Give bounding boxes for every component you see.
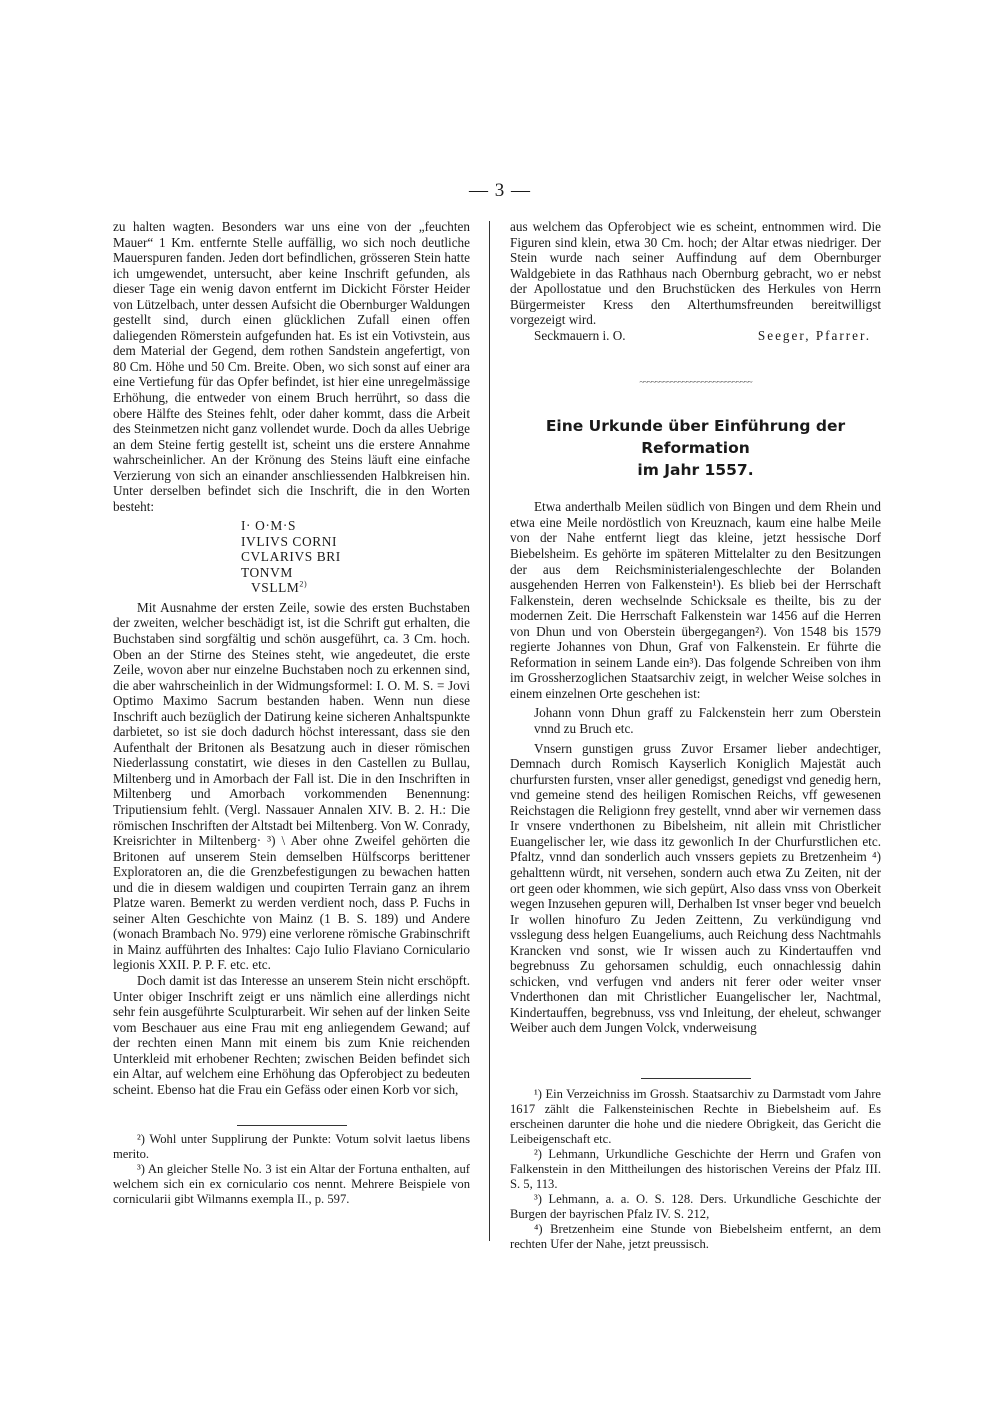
footnote-number: ²) [137, 1132, 145, 1147]
right-column [510, 219, 881, 1252]
inscription-line-2: IVLIVS CORNI [241, 533, 338, 549]
footnote-number: ¹) [534, 1086, 542, 1101]
footnote-text: Bretzenheim eine Stunde von Biebelsheim entfernt, an dem rechten Ufer der Nahe, jetzt preussisch. [510, 1221, 881, 1251]
article-heading-line-1: Eine Urkunde über Einführung der Reformation [545, 417, 846, 458]
inscription-line-3: CVLARIVS BRI [241, 549, 341, 565]
inscription [241, 518, 470, 596]
right-paragraph-1: aus welchem das Opferobject wie es scheint, entnommen wird. Die Figuren sind klein, etwa 30 Cm. hoch; der Altar etwas niedriger. Der Stein wurde nach seiner Auffindung auf dem Obernburger Waldgebiete in das Rathhaus nach Obernburg gebracht, wo er nebst der Apollostatue und den Bruchstücken des Herkules von Herrn Bürgermeister Kress den Alterthumsfreunden bereitwilligst vorgezeigt wird. [510, 219, 881, 328]
left-paragraph-2: Mit Ausnahme der ersten Zeile, sowie des ersten Buchstaben der zweiten, welcher beschädigt ist, ist die Schrift gut erhalten, die Buchstaben sind sorgfältig und schön ausgeführt, ca. 3 Cm. hoch. Oben an der Stirne des Steines steht, wie angedeutet, die erste Zeile, wovon aber nur einzelne Buchstaben noch zu erkennen sind, die aber wahrscheinlich in der Widmungsformel: I. O. M. S. = Jovi Optimo Maximo Sacrum bestanden haben. Wenn nun diese Inschrift auch bezüglich der Datirung keine sicheren Anhaltspunkte darbietet, so ist sie doch dadurch höchst interessant, dass sie den Aufenthalt der Britonen als Besatzung auch in dieser römischen Niederlassung constatirt, wie dieses in den Castellen zu Bullau, Miltenberg und in Amorbach der Fall ist. Die in den Inschriften in Miltenberg und Amorbach vorkommenden Benennung: Triputiensium fehlt. (Vergl. Nassauer Annalen XIV. B. 2. H.: Die römischen Inschriften der Altstadt bei Miltenberg. Von W. Conrady, Kreisrichter in Miltenberg· ³) \ Aber ohne Zweifel gehörten die Britonen auf unserem Stein demselben Hülfscorps berittener Exploratoren an, die die Grenzbefestigungen zu bewachen hatten und die in diesem waldigen und coupirten Terrain ganz an ihrem Platze waren. Bemerkt zu werden verdient noch, dass P. Fuchs in seiner Alten Geschichte von Mainz (1 B. S. 189) und Andere (wonach Brambach No. 979) eine verlorene römische Grabinschrift in Mainz aufführten des Inhaltes: Cajo Iulio Flaviano Corniculario legionis XXII. P. P. F. etc. etc. [113, 599, 470, 973]
footnote-text: Ein Verzeichniss im Grossh. Staatsarchiv zu Darmstadt vom Jahre 1617 zählt die Falkensteinischen Rechte in Biebelsheim auf. Es erscheinen darunter die hohe und die niedere Obrigkeit, das Gericht die Leibeigenschaft etc. [510, 1086, 882, 1146]
signature-name: Seeger, Pfarrer. [757, 327, 871, 343]
inscription-footnote-ref: 2) [299, 579, 308, 589]
letter-body: Vnsern gunstigen gruss Zuvor Ersamer lieber andechtiger, Demnach durch Romisch Kayserlich Koniglich Majestät auch churfursten fursten, vnser aller genedigst, genedigst vnd genedig hern, vnd gemeine stend des heiligen Romischen Reichs, vff gewesenen Reichstagen die Religionn frey gestellt, vnnd aber wir vernemen dass Ir vnsere vnderthonen zu Bibelsheim, nit allein mit Christlicher Euangelischer ler, wie dass itz gewonlich In der Churfurstlichen etc. Pfaltz, vnnd dan sonderlich auch vnssers gepiets zu Bretzenheim ⁴) gehalttenn würdt, nit versehen, sondern auch etwa Zu Zeiten, nit der ort geen oder khommen, wie sich gepürt, Also dass vnss von Oberkeit wegen Inzusehen gepuren will, Derhalben Ist vnser beger vnd beuelch Ir wollen hinofuro Zu Jeden Zeittenn, Zu verkündigung vnd vsslegung dess helgen Euangeliums, auch Reichung dess Nachtmahls Krancken vnd sonst, wie Ir wissen auch zu Kindertauffen vnd begrebnuss Zu gehorsamen schuldig, euch onnachlessig dahin schicken, vnd verfugen vnd anders nit ferer oder weiter vnser Vnderthonen dan mit Christlicher Euangelischer ler, Nachtmal, Kindertauffen, begrebnuss, vss vnd Inleitung, der eheleut, schwanger Weiber auch dem Jungen Volck, vnderweisung [510, 740, 881, 1036]
right-footnote-3 [510, 1192, 881, 1222]
left-column [113, 219, 470, 1207]
inscription-line-4: TONVM [241, 564, 293, 580]
inscription-line-1: I· O·M·S [241, 518, 297, 534]
footnote-text: An gleicher Stelle No. 3 ist ein Altar der Fortuna enthalten, auf welchem sich ein ex corniculario cos nennt. Mehrere Beispiele von cornicularii gibt Wilmanns exempla II., p. 597. [113, 1162, 470, 1207]
footnote-text: Lehmann, Urkundliche Geschichte der Herrn und Grafen von Falkenstein in den Mittheilungen des historischen Vereins der Pfalz III. S. 5, 113. [510, 1146, 881, 1191]
right-footnote-2 [510, 1147, 881, 1192]
inscription-line-5-text: VSLLM [251, 580, 300, 596]
left-footnote-3 [113, 1162, 470, 1207]
left-paragraph-1: zu halten wagten. Besonders war uns eine von der „feuchten Mauer“ 1 Km. entfernte Stelle auffällig, wo sich noch deutliche Mauerspuren fanden. Jeden dort befindlichen, grösseren Stein hatte ich umgewendet, untersucht, aber keine Inschrift gefunden, als dieser Tage ein wenig davon entfernt im Dickicht Förster Heider von Lützelbach, unter dessen Aufsicht die Obernburger Waldungen gestellt sind, durch einen glücklichen Zufall einen offen daliegenden Römerstein aufgefunden hat. Es ist ein Votivstein, aus dem Material der Gegend, dem rothen Sandstein angefertigt, von 80 Cm. Höhe und 50 Cm. Breite. Oben, wo sich sonst auf einer ara eine Vertiefung für das Opfer befindet, ist hier eine unregelmässige Erhöhung, die entweder von einem Bruch herrührt, so dass die obere Hälfte des Steines fehlt, oder daher kommt, dass die Arbeit des Steinmetzen nicht ganz vollendet wurde. Doch da alles Uebrige an dem Steine fertig gestellt ist, scheint uns die erstere Annahme wahrscheinlicher. An der Krönung des Steins läuft eine einfache Verzierung von sich an einander anschliessenden Halbkreisen hin. Unter derselben befindet sich die Inschrift, die in den Worten besteht: [113, 219, 470, 514]
footnote-text: Wohl unter Supplirung der Punkte: Votum solvit laetus libens merito. [113, 1132, 470, 1162]
right-paragraph-2: Etwa anderthalb Meilen südlich von Bingen und dem Rhein und etwa eine Meile nordöstlich von Kreuznach, kaum eine halbe Meile von der Nahe entfernt liegt das kleine, jetzt hessische Dorf Biebelsheim. Es gehörte im späteren Mittelalter zu den Besitzungen der aus dem Reichsministerialengeschlechte der Bolanden ausgehenden Herren von Falkenstein¹). Es blieb bei der Herrschaft Falkenstein, deren wechselnde Schicksale es theilte, bis zu der modernen Zeit. Die Herrschaft Falkenstein war 1456 auf die Herren von Dhun und von Oberstein übergegangen²). Von 1548 bis 1579 regierte Johannes von Dhun, Graf von Falkenstein. Er führte die Reformation in seinem Lande ein³). Das folgende Schreiben von ihm im Grossherzoglichen Staatsarchiv zeigt, in welcher Weise solches in einem einzelnen Orte geschehen ist: [510, 499, 881, 701]
letter-address: Johann vonn Dhun graff zu Falckenstein herr zum Oberstein vnnd zu Bruch etc. [534, 705, 881, 737]
footnote-number: ⁴) [534, 1221, 543, 1236]
footnote-number: ³) [137, 1162, 145, 1177]
signature-place: Seckmauern i. O. [534, 327, 626, 343]
inscription-line-5 [241, 580, 470, 596]
right-footnote-4 [510, 1222, 881, 1252]
left-footnote-2 [113, 1132, 470, 1162]
article-heading-line-2: im Jahr 1557. [637, 461, 754, 480]
right-footnote-1 [510, 1087, 881, 1147]
column-divider [489, 221, 490, 1241]
footnote-number: ²) [534, 1146, 542, 1161]
signature [510, 328, 881, 344]
left-paragraph-3: Doch damit ist das Interesse an unserem Stein nicht erschöpft. Unter obiger Inschrift zeigt er uns nämlich eine allerdings nicht sehr fein ausgeführte Sculpturarbeit. Wir sehen auf der linken Seite vom Beschauer aus eine Frau mit eng anliegendem Gewand; auf der rechten einen Mann mit einem bis zum Knie reichenden Unterkleid mit erhobener Rechten; zwischen Beiden befindet sich ein Altar, auf welchem eine Erhöhung das Opferobject zu bedeuten scheint. Ebenso hat die Frau ein Gefäss oder einen Korb vor sich, [113, 973, 470, 1097]
footnote-number: ³) [534, 1191, 542, 1206]
footnote-text: Lehmann, a. a. O. S. 128. Ders. Urkundliche Geschichte der Burgen der bayrischen Pfalz IV. S. 212, [510, 1191, 881, 1221]
page-number: — 3 — [469, 180, 531, 201]
section-ornament: ~~~~~~~~~~~~~~~~~~~~~~~~~~~~~ [639, 379, 752, 386]
